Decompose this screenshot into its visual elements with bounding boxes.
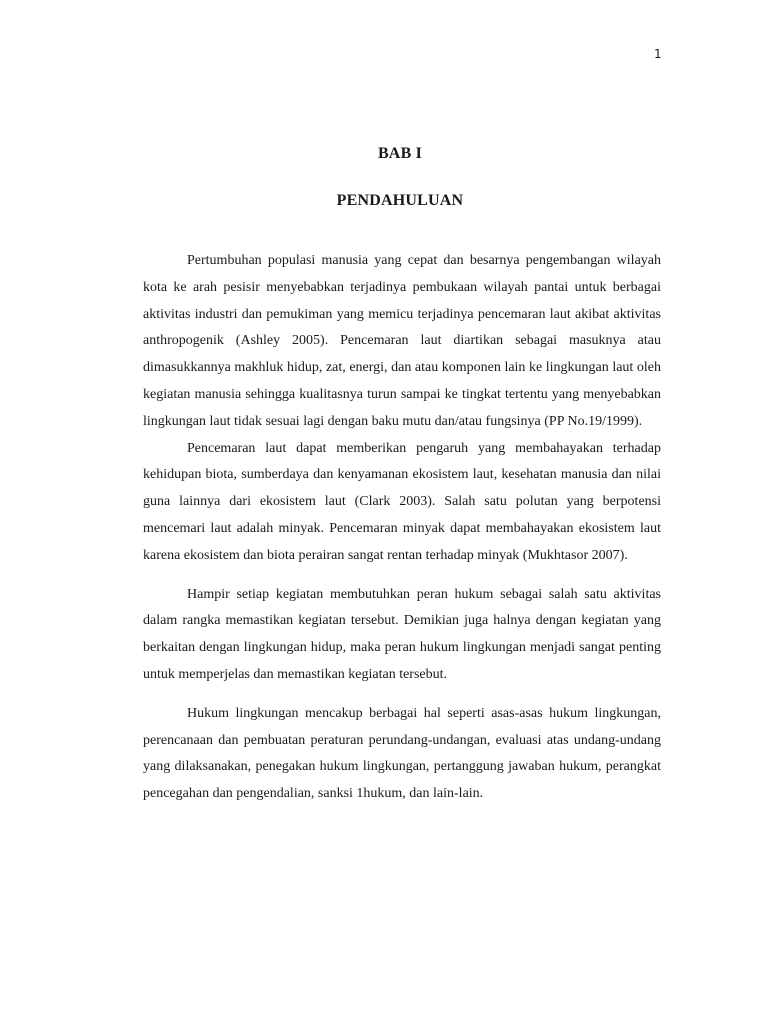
paragraph-4: Hukum lingkungan mencakup berbagai hal seperti asas-asas hukum lingkungan, perencanaan dan pembuatan peraturan perundang-undangan, evaluasi atas undang-undang yang dilaksanakan, penegakan hukum lingkungan, pertanggung jawaban hukum, perangkat pencegahan dan pengendalian, sanksi 1hukum, dan lain-lain.: [143, 705, 661, 802]
chapter-label: BAB I: [377, 145, 423, 162]
body-text: [143, 248, 661, 808]
paragraph-3: Hampir setiap kegiatan membutuhkan peran hukum sebagai salah satu aktivitas dalam rangka memastikan kegiatan tersebut. Demikian juga halnya dengan kegiatan yang berkaitan dengan lingkungan hidup, maka peran hukum lingkungan menjadi sangat penting untuk memperjelas dan memastikan kegiatan tersebut.: [143, 586, 661, 682]
page-number: 1: [654, 47, 662, 61]
paragraph-2: Pencemaran laut dapat memberikan pengaruh yang membahayakan terhadap kehidupan biota, sumberdaya dan kenyamanan ekosistem laut, kesehatan manusia dan nilai guna lainnya dari ekosistem laut (Clark 2003). Salah satu polutan yang berpotensi mencemari laut adalah minyak. Pencemaran minyak dapat membahayakan ekosistem laut karena ekosistem dan biota perairan sangat rentan terhadap minyak (Mukhtasor 2007).: [143, 440, 661, 563]
paragraph-1: Pertumbuhan populasi manusia yang cepat dan besarnya pengembangan wilayah kota ke arah pesisir menyebabkan terjadinya pembukaan wilayah pantai untuk berbagai aktivitas industri dan pemukiman yang memicu terjadinya pencemaran laut akibat aktivitas anthropogenik (Ashley 2005). Pencemaran laut diartikan sebagai masuknya atau dimasukkannya makhluk hidup, zat, energi, dan atau komponen lain ke lingkungan laut oleh kegiatan manusia sehingga kualitasnya turun sampai ke tingkat tertentu yang menyebabkan lingkungan laut tidak sesuai lagi dengan baku mutu dan/atau fungsinya (PP No.19/1999).: [143, 253, 661, 429]
chapter-title: PENDAHULUAN: [336, 192, 464, 209]
